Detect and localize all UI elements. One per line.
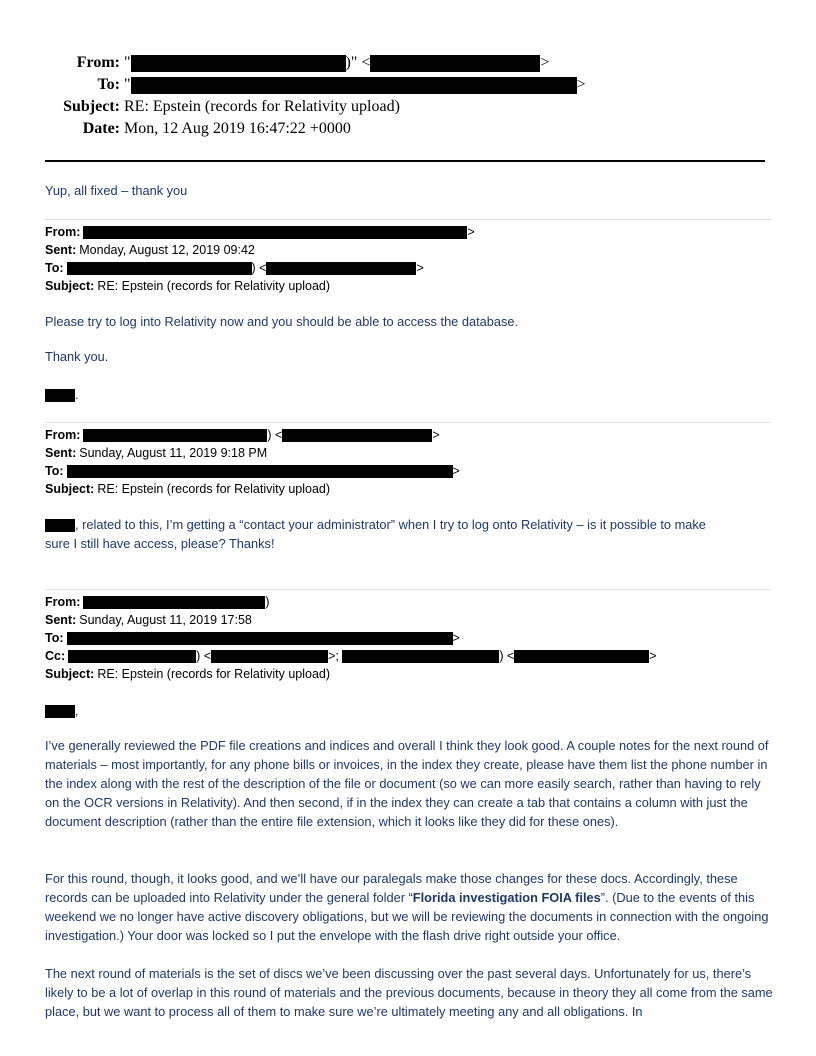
msg1-subject-label: Subject: bbox=[45, 279, 95, 293]
header-from-sep: )" < bbox=[345, 54, 371, 71]
header-date: Mon, 12 Aug 2019 16:47:22 +0000 bbox=[124, 120, 351, 137]
redaction-block bbox=[68, 650, 196, 663]
redaction-block bbox=[131, 55, 346, 72]
redaction-block bbox=[282, 429, 432, 442]
msg2-subject-label: Subject: bbox=[45, 482, 95, 496]
msg1-sent-label: Sent: bbox=[45, 243, 77, 257]
msg3-cc-label: Cc: bbox=[45, 649, 66, 663]
redaction-block bbox=[45, 519, 75, 532]
msg1-to-label: To: bbox=[45, 261, 64, 275]
msg1-to-mid: ) < bbox=[251, 261, 267, 275]
msg3-cc-mid-1: ) < bbox=[196, 649, 212, 663]
msg3-subject-row bbox=[45, 665, 657, 683]
header-from-row bbox=[45, 52, 586, 74]
msg3-cc-mid-3: ) < bbox=[499, 649, 515, 663]
msg1-body-1: Please try to log into Relativity now and you should be able to access the database. bbox=[45, 314, 519, 329]
msg1-sent: Monday, August 12, 2019 09:42 bbox=[79, 243, 255, 257]
header-date-label: Date: bbox=[82, 120, 120, 137]
msg3-subject: RE: Epstein (records for Relativity upload) bbox=[97, 667, 331, 681]
msg3-from-end: ) bbox=[265, 595, 270, 609]
msg2-from-row bbox=[45, 426, 460, 444]
msg1-signature bbox=[45, 385, 773, 404]
msg2-subject-row bbox=[45, 480, 460, 498]
msg2-sent-label: Sent: bbox=[45, 446, 77, 460]
msg3-para-2-b: ”. (Due to the events of this weekend we no longer have active discovery obligations, but we will be reviewing the documents in connection with the ongoing investigation.) Your door was locked so I put the envelope with the flash drive right outside your office. bbox=[45, 890, 769, 943]
redaction-block bbox=[131, 77, 577, 94]
msg3-greeting bbox=[45, 701, 773, 720]
redaction-block bbox=[45, 389, 75, 402]
msg3-para-3: The next round of materials is the set of discs we’ve been discussing over the past several days. Unfortunately for us, there’s likely to be a lot of overlap in this round of materials and the previous documents, because in theory they all come from the same place, but we want to process all of them to make sure we’re ultimately meeting any and all obligations. In bbox=[45, 966, 773, 1019]
msg3-cc-mid-2: >; bbox=[328, 649, 339, 663]
msg2-subject: RE: Epstein (records for Relativity upload) bbox=[97, 482, 331, 496]
msg2-body bbox=[45, 515, 773, 553]
msg2-sent-row bbox=[45, 444, 460, 462]
message-1-header bbox=[45, 223, 475, 295]
msg3-to-end: > bbox=[452, 631, 460, 645]
msg2-to-label: To: bbox=[45, 464, 64, 478]
msg3-greeting-suffix: , bbox=[75, 703, 79, 718]
header-to-quote: " bbox=[124, 76, 131, 93]
msg3-folder-name: Florida investigation FOIA files bbox=[412, 890, 601, 905]
msg2-from-mid: ) < bbox=[267, 428, 283, 442]
redaction-block bbox=[370, 55, 540, 72]
header-to-end: > bbox=[576, 76, 586, 93]
header-date-row bbox=[45, 118, 586, 140]
msg2-to-end: > bbox=[452, 464, 460, 478]
msg2-body-line-2: sure I still have access, please? Thanks! bbox=[45, 536, 275, 551]
redaction-block bbox=[67, 465, 453, 478]
header-to-label: To: bbox=[97, 76, 120, 93]
redaction-block bbox=[514, 650, 649, 663]
msg1-sign-suffix: . bbox=[75, 387, 79, 402]
header-divider bbox=[45, 160, 765, 162]
message-3-header bbox=[45, 593, 657, 683]
redaction-block bbox=[83, 226, 467, 239]
redaction-block bbox=[83, 596, 265, 609]
redaction-block bbox=[342, 650, 499, 663]
msg2-from-label: From: bbox=[45, 428, 81, 442]
msg1-from-end: > bbox=[467, 225, 475, 239]
redaction-block bbox=[266, 262, 416, 275]
msg3-para-2-a: For this round, though, it looks good, and we’ll have our paralegals make those changes for these docs. Accordingly, these records can be uploaded into Relativity under the general folder “ bbox=[45, 871, 738, 905]
msg3-sent-label: Sent: bbox=[45, 613, 77, 627]
msg3-cc-row bbox=[45, 647, 657, 665]
header-subject-label: Subject: bbox=[63, 98, 120, 115]
msg3-para-2 bbox=[45, 869, 773, 945]
msg1-sent-row bbox=[45, 241, 475, 259]
reply-text: Yup, all fixed – thank you bbox=[45, 183, 188, 198]
msg1-body-2: Thank you. bbox=[45, 349, 109, 364]
redaction-block bbox=[83, 429, 267, 442]
msg3-cc-end: > bbox=[649, 649, 657, 663]
msg3-to-label: To: bbox=[45, 631, 64, 645]
email-header bbox=[45, 52, 586, 140]
msg3-sent-row bbox=[45, 611, 657, 629]
msg3-subject-label: Subject: bbox=[45, 667, 95, 681]
header-from-label: From: bbox=[76, 54, 120, 71]
msg2-sent: Sunday, August 11, 2019 9:18 PM bbox=[79, 446, 268, 460]
redaction-block bbox=[45, 705, 75, 718]
msg2-to-row bbox=[45, 462, 460, 480]
redaction-block bbox=[67, 632, 453, 645]
msg3-to-row bbox=[45, 629, 657, 647]
redaction-block bbox=[67, 262, 252, 275]
header-from-end: > bbox=[540, 54, 550, 71]
msg1-to-row bbox=[45, 259, 475, 277]
msg2-body-line-1 bbox=[45, 515, 773, 534]
msg2-body-text-1: , related to this, I’m getting a “contact your administrator” when I try to log onto Relativity – is it possible to make bbox=[75, 517, 706, 532]
msg1-subject-row bbox=[45, 277, 475, 295]
msg1-subject: RE: Epstein (records for Relativity upload) bbox=[97, 279, 331, 293]
message-2-header bbox=[45, 426, 460, 498]
header-subject-row bbox=[45, 96, 586, 118]
redaction-block bbox=[211, 650, 328, 663]
header-to-row bbox=[45, 74, 586, 96]
msg3-sent: Sunday, August 11, 2019 17:58 bbox=[79, 613, 252, 627]
msg3-from-row bbox=[45, 593, 657, 611]
message-divider bbox=[45, 422, 771, 423]
header-subject: RE: Epstein (records for Relativity upload) bbox=[124, 98, 400, 115]
msg1-from-row bbox=[45, 223, 475, 241]
msg1-from-label: From: bbox=[45, 225, 81, 239]
message-divider bbox=[45, 589, 771, 590]
message-divider bbox=[45, 219, 771, 220]
msg3-para-1: I’ve generally reviewed the PDF file creations and indices and overall I think they look good. A couple notes for the next round of materials – most importantly, for any phone bills or invoices, in the index they create, please have them list the phone number in the index along with the rest of the description of the file or document (so we can more easily search, rather than having to rely on the OCR versions in Relativity). And then second, if in the index they can create a tab that contains a column with just the document description (rather than the entire file extension, which it looks like they did for these ones). bbox=[45, 738, 769, 829]
header-from-quote: " bbox=[124, 54, 131, 71]
msg1-to-end: > bbox=[416, 261, 424, 275]
msg2-from-end: > bbox=[432, 428, 440, 442]
msg3-from-label: From: bbox=[45, 595, 81, 609]
